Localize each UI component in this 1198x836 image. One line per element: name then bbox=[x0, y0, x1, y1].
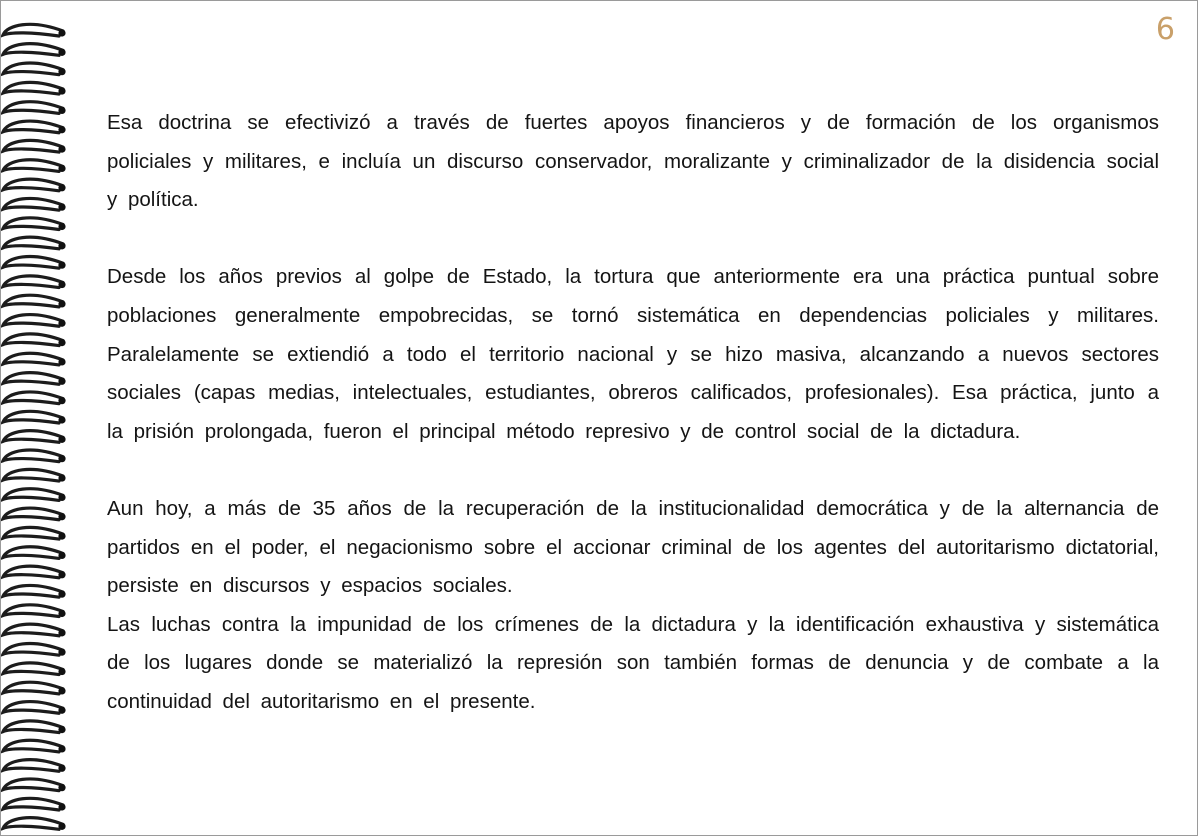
spiral-ring bbox=[3, 24, 66, 36]
binding-hole bbox=[58, 416, 65, 423]
binding-hole bbox=[58, 320, 65, 327]
spiral-ring bbox=[3, 276, 66, 288]
binding-hole bbox=[58, 455, 65, 462]
binding-hole bbox=[58, 803, 65, 810]
spiral-binding bbox=[1, 1, 81, 836]
spiral-ring bbox=[3, 411, 66, 423]
binding-hole bbox=[58, 823, 65, 830]
binding-hole bbox=[58, 49, 65, 56]
paragraph-negationism: Aun hoy, a más de 35 años de la recuperación de la institucionalidad democrática y de la alternancia de partidos en el poder, el negacionismo sobre el accionar criminal de los agentes del autoritarismo dictatorial, persiste en discursos y espacios sociales. bbox=[107, 496, 1159, 598]
binding-hole bbox=[58, 765, 65, 772]
spiral-ring bbox=[3, 179, 66, 191]
spiral-ring bbox=[3, 779, 66, 791]
spiral-ring bbox=[3, 740, 66, 752]
binding-hole bbox=[58, 107, 65, 114]
binding-hole bbox=[58, 668, 65, 675]
paragraph-gap bbox=[107, 220, 1159, 259]
binding-hole bbox=[58, 397, 65, 404]
spiral-ring bbox=[3, 121, 66, 133]
binding-hole bbox=[58, 339, 65, 346]
binding-hole bbox=[58, 242, 65, 249]
spiral-ring bbox=[3, 450, 66, 462]
spiral-ring bbox=[3, 82, 66, 94]
binding-hole bbox=[58, 533, 65, 540]
binding-hole bbox=[58, 165, 65, 172]
spiral-ring bbox=[3, 585, 66, 597]
paragraph-doctrine: Esa doctrina se efectivizó a través de fuertes apoyos financieros y de formación de los organismos policiales y militares, e incluía un discurso conservador, moralizante y criminalizador de la disidencia social y política. bbox=[107, 111, 1159, 212]
spiral-ring bbox=[3, 624, 66, 636]
binding-hole bbox=[58, 378, 65, 385]
spiral-ring bbox=[3, 315, 66, 327]
binding-hole bbox=[58, 281, 65, 288]
text-body bbox=[107, 104, 1159, 722]
paragraph-torture: Desde los años previos al golpe de Estado, la tortura que anteriormente era una práctica puntual sobre poblaciones generalmente empobrecidas, se tornó sistemática en dependencias policiales y militares. Paralelamente se extiendió a todo el territorio nacional y se hizo masiva, alcanzando a nuevos sectores sociales (capas medias, intelectuales, estudiantes, obreros calificados, profesionales). Esa práctica, junto a la prisión prolongada, fueron el principal método represivo y de control social de la dictadura. bbox=[107, 265, 1159, 443]
binding-hole bbox=[58, 300, 65, 307]
spiral-ring bbox=[3, 353, 66, 365]
binding-hole bbox=[58, 223, 65, 230]
spiral-ring bbox=[3, 431, 66, 443]
spiral-ring bbox=[3, 237, 66, 249]
spiral-ring bbox=[3, 566, 66, 578]
page-number: 6 bbox=[1155, 12, 1175, 47]
binding-hole bbox=[58, 204, 65, 211]
spiral-ring bbox=[3, 102, 66, 114]
binding-hole bbox=[58, 610, 65, 617]
spiral-ring bbox=[3, 721, 66, 733]
spiral-ring bbox=[3, 44, 66, 56]
spiral-ring bbox=[3, 644, 66, 656]
binding-hole bbox=[58, 745, 65, 752]
spiral-ring bbox=[3, 682, 66, 694]
spiral-ring bbox=[3, 63, 66, 75]
spiral-ring bbox=[3, 257, 66, 269]
binding-hole bbox=[58, 629, 65, 636]
spiral-ring bbox=[3, 160, 66, 172]
spiral-ring bbox=[3, 334, 66, 346]
binding-hole bbox=[58, 436, 65, 443]
binding-hole bbox=[58, 726, 65, 733]
binding-hole bbox=[58, 649, 65, 656]
binding-hole bbox=[58, 68, 65, 75]
spiral-ring bbox=[3, 469, 66, 481]
binding-hole bbox=[58, 591, 65, 598]
binding-hole bbox=[58, 262, 65, 269]
spiral-ring bbox=[3, 760, 66, 772]
binding-hole bbox=[58, 552, 65, 559]
binding-hole bbox=[58, 87, 65, 94]
spiral-ring bbox=[3, 140, 66, 152]
paragraph-struggles: Las luchas contra la impunidad de los crímenes de la dictadura y la identificación exhaustiva y sistemática de los lugares donde se materializó la represión son también formas de denuncia y de combate a la continuidad del autoritarismo en el presente. bbox=[107, 612, 1159, 713]
binding-hole bbox=[58, 571, 65, 578]
spiral-ring bbox=[3, 218, 66, 230]
spiral-ring bbox=[3, 818, 66, 830]
spiral-ring bbox=[3, 295, 66, 307]
binding-hole bbox=[58, 126, 65, 133]
spiral-ring bbox=[3, 198, 66, 210]
spiral-ring bbox=[3, 798, 66, 810]
binding-hole bbox=[58, 146, 65, 153]
spiral-ring bbox=[3, 702, 66, 714]
spiral-ring bbox=[3, 663, 66, 675]
spiral-ring bbox=[3, 527, 66, 539]
binding-hole bbox=[58, 29, 65, 36]
binding-hole bbox=[58, 494, 65, 501]
spiral-ring bbox=[3, 508, 66, 520]
binding-hole bbox=[58, 687, 65, 694]
spiral-ring bbox=[3, 489, 66, 501]
binding-hole bbox=[58, 474, 65, 481]
binding-hole bbox=[58, 513, 65, 520]
binding-hole bbox=[58, 784, 65, 791]
spiral-ring bbox=[3, 392, 66, 404]
spiral-ring bbox=[3, 373, 66, 385]
binding-hole bbox=[58, 184, 65, 191]
paragraph-gap bbox=[107, 451, 1159, 490]
binding-hole bbox=[58, 358, 65, 365]
binding-hole bbox=[58, 707, 65, 714]
spiral-ring bbox=[3, 547, 66, 559]
spiral-ring bbox=[3, 605, 66, 617]
